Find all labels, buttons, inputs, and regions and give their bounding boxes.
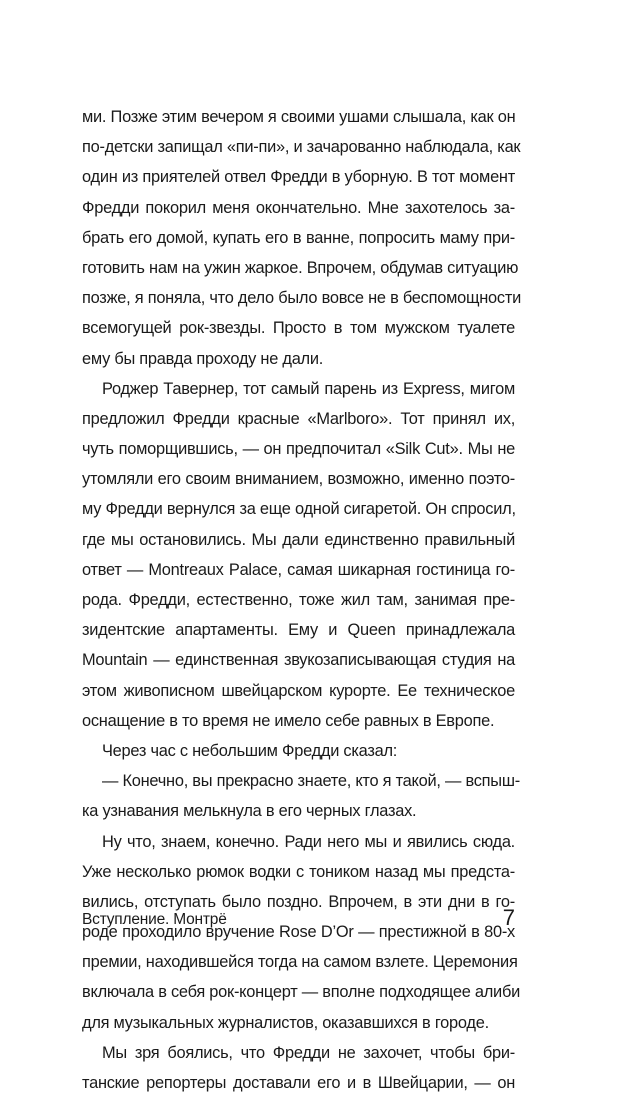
page-number: 7 xyxy=(502,905,515,930)
text-line: всемогущей рок-звезды. Просто в том мужском туалете xyxy=(82,319,515,338)
page-body xyxy=(82,102,521,1098)
text-line: танские репортеры доставали его и в Швейцарии, — он xyxy=(82,1074,515,1092)
text-line: му Фредди вернулся за еще одной сигаретой. Он спросил, xyxy=(82,500,516,519)
text-line: один из приятелей отвел Фредди в уборную. В тот момент xyxy=(82,168,515,187)
text-line: этом живописном швейцарском курорте. Ее техническое xyxy=(82,681,515,700)
text-line: роде проходило вручение Rose D’Or — престижной в 80-х xyxy=(82,923,515,942)
text-line: позже, я поняла, что дело было вовсе не в беспомощности xyxy=(82,289,521,308)
text-line: для музыкальных журналистов, оказавшихся в городе. xyxy=(82,1013,489,1032)
text-line: оснащение в то время не имело себе равных в Европе. xyxy=(82,711,495,730)
text-line: готовить нам на ужин жаркое. Впрочем, обдумав ситуацию xyxy=(82,258,519,277)
text-line: Mountain — единственная звукозаписывающая студия на xyxy=(82,651,515,670)
text-line: Через час с небольшим Фредди сказал: xyxy=(102,741,398,760)
running-title: Вступление. Монтрё xyxy=(82,911,227,928)
text-line: Роджер Тавернер, тот самый парень из Express, мигом xyxy=(102,379,515,398)
text-line: ка узнавания мелькнула в его черных глазах. xyxy=(82,802,417,821)
text-line: утомляли его своим вниманием, возможно, именно поэто- xyxy=(82,470,515,489)
text-line: включала в себя рок-концерт — вполне подходящее алиби xyxy=(82,983,520,1002)
text-line: — Конечно, вы прекрасно знаете, кто я такой, — вспыш- xyxy=(102,772,520,791)
text-line: ответ — Montreaux Palace, самая шикарная гостиница го- xyxy=(82,560,515,579)
text-line: брать его домой, купать его в ванне, попросить маму при- xyxy=(82,228,515,247)
text-line: Мы зря боялись, что Фредди не захочет, чтобы бри- xyxy=(102,1043,515,1062)
text-line: по-детски запищал «пи-пи», и зачарованно наблюдала, как xyxy=(82,138,521,157)
text-line: Ну что, знаем, конечно. Ради него мы и явились сюда. xyxy=(102,832,515,851)
text-line: ему бы правда проходу не дали. xyxy=(82,349,324,368)
text-line: чуть поморщившись, — он предпочитал «Silk Cut». Мы не xyxy=(82,440,515,459)
text-line: рода. Фредди, естественно, тоже жил там, занимая пре- xyxy=(82,591,515,609)
text-line: ми. Позже этим вечером я своими ушами слышала, как он xyxy=(82,108,516,126)
text-line: предложил Фредди красные «Marlboro». Тот принял их, xyxy=(82,409,515,428)
page-footer xyxy=(82,905,515,935)
text-line: Уже несколько рюмок водки с тоником назад мы предста- xyxy=(82,862,515,881)
text-line: зидентские апартаменты. Ему и Queen принадлежала xyxy=(82,621,515,640)
text-line: премии, находившейся тогда на самом взлете. Церемония xyxy=(82,953,518,972)
text-line: вились, отступать было поздно. Впрочем, в эти дни в го- xyxy=(82,892,515,911)
text-line: где мы остановились. Мы дали единственно правильный xyxy=(82,530,515,549)
text-line: Фредди покорил меня окончательно. Мне захотелось за- xyxy=(82,198,515,217)
